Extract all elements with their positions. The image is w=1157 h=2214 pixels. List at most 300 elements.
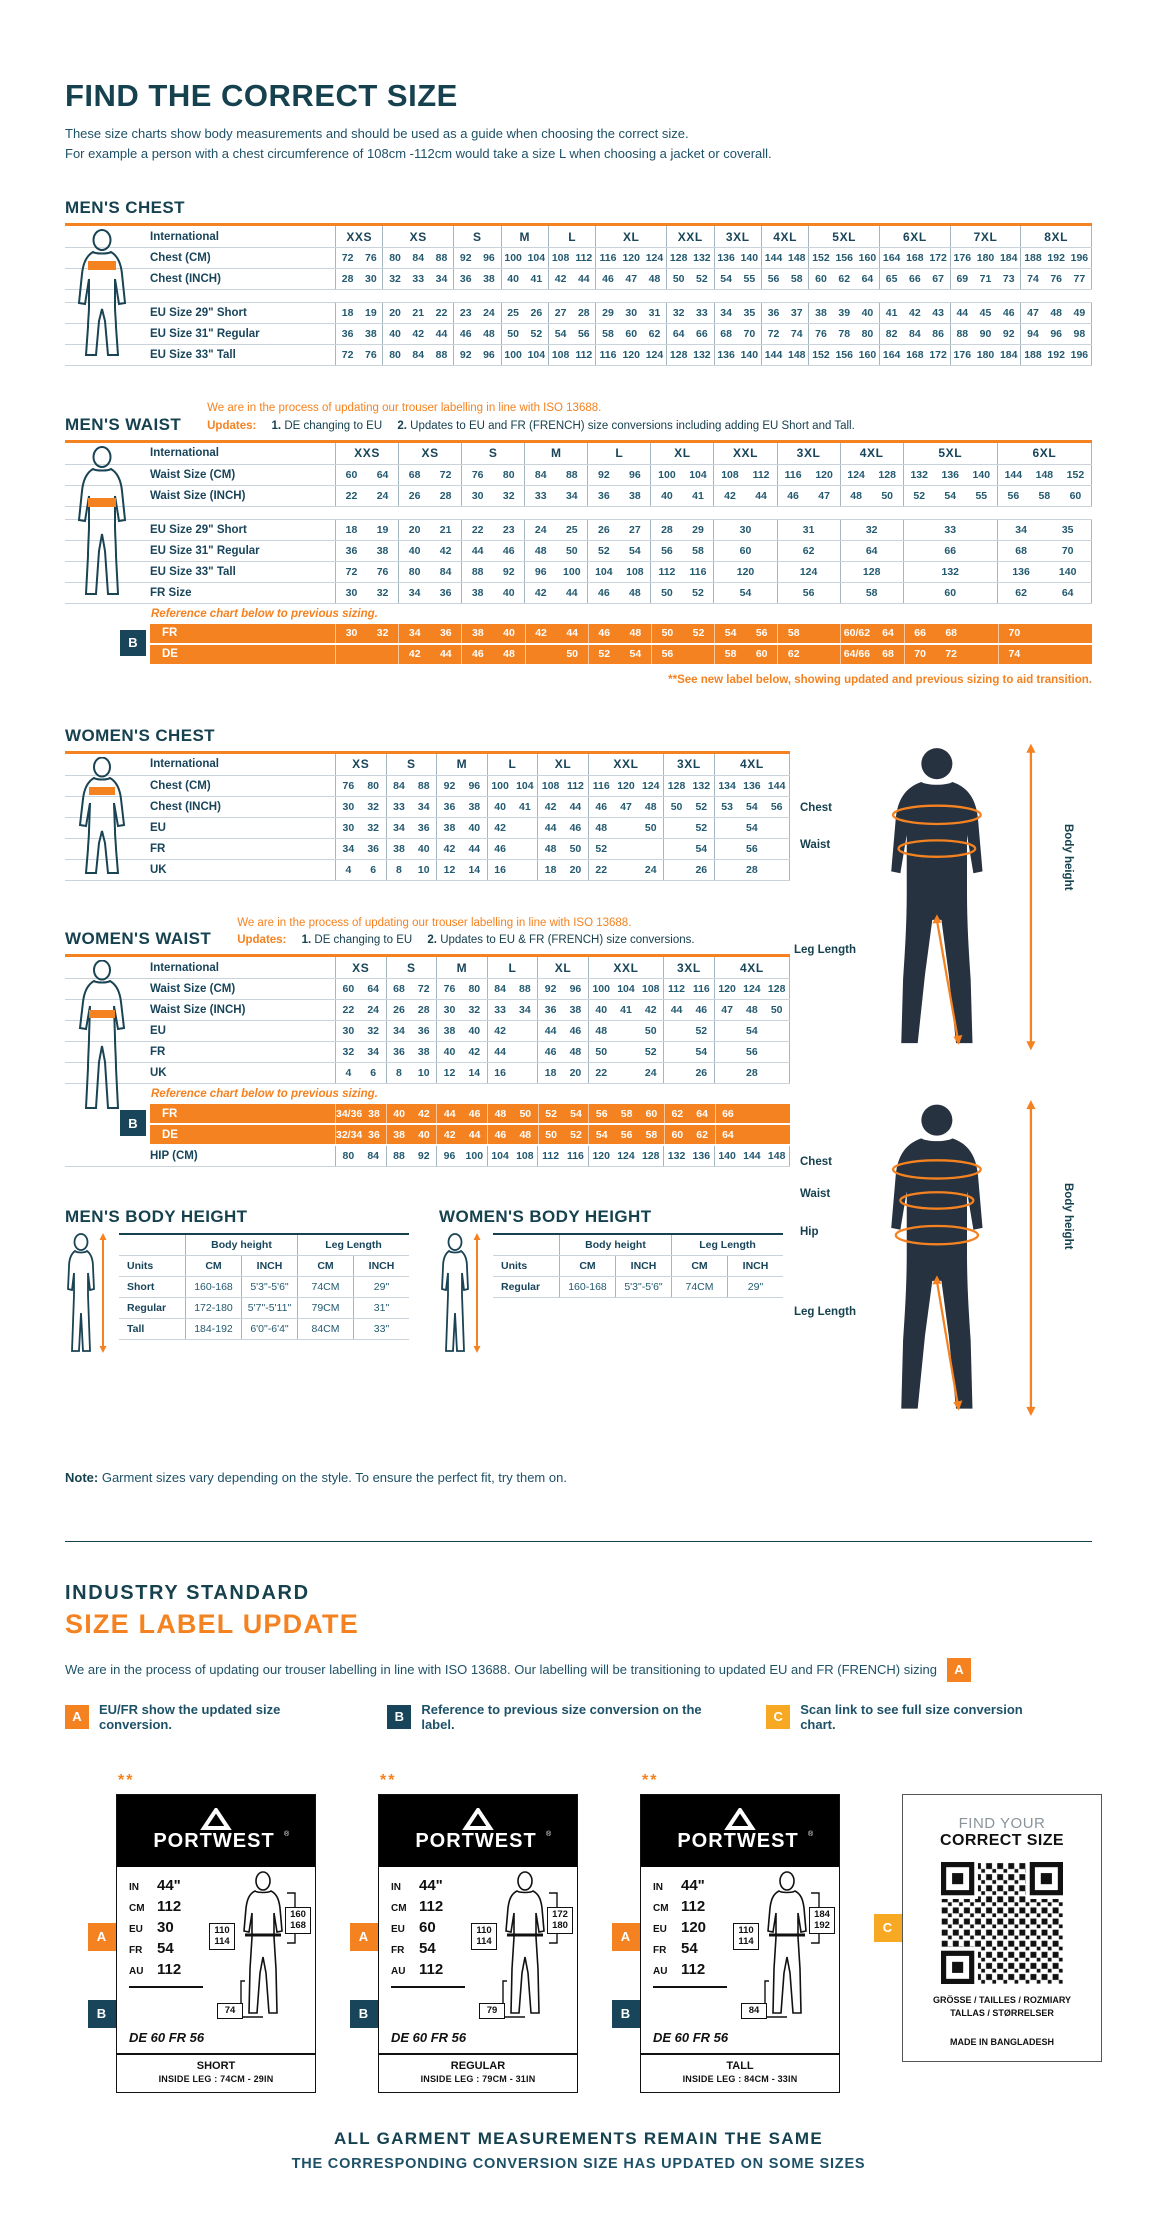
row-label: Waist Size (CM)	[150, 983, 236, 996]
size-column-cell	[537, 860, 588, 880]
size-value: 64/66	[843, 648, 871, 661]
size-value: 40	[417, 842, 430, 855]
size-column-label: M	[519, 229, 531, 244]
row-label: UK	[150, 863, 167, 876]
c-badge: C	[766, 1705, 790, 1729]
waist-measure-box: 110 114	[733, 1923, 759, 1950]
size-column-cell	[840, 541, 903, 561]
size-column-cell	[548, 303, 595, 323]
size-value: 54	[629, 648, 642, 661]
size-column-label: S	[407, 757, 416, 772]
size-value: 8	[396, 863, 402, 876]
size-value: 92	[443, 779, 456, 792]
table-row	[65, 1000, 790, 1021]
size-column-label: XS	[421, 446, 439, 461]
size-label-card-regular	[358, 1771, 578, 2093]
size-value: 86	[932, 328, 944, 341]
size-value: 120	[592, 1150, 610, 1163]
size-value: 38	[569, 1004, 582, 1017]
size-value: 44	[468, 1128, 481, 1141]
size-value: 58	[787, 627, 800, 640]
size-value: 46	[598, 627, 611, 640]
size-value: 26	[597, 523, 610, 536]
section-mens-waist	[65, 400, 1092, 686]
size-value: 62	[838, 273, 851, 286]
size-value: 21	[412, 307, 425, 320]
size-value: 38	[468, 800, 481, 813]
size-value: 41	[519, 800, 531, 813]
size-value: 34	[393, 821, 405, 834]
size-value: 46	[597, 586, 610, 599]
size-value: 100	[563, 565, 581, 578]
size-value: 58	[790, 273, 803, 286]
size-value: 124	[645, 252, 664, 265]
leg-length-label: Leg Length	[794, 1305, 856, 1318]
size-column-cell	[525, 645, 588, 664]
size-value: 46	[468, 1107, 481, 1120]
size-column-cell	[436, 818, 487, 838]
size-value: 32	[672, 307, 685, 320]
size-label-cards	[65, 1772, 1092, 2093]
svg-text:PORTWEST: PORTWEST	[153, 1829, 275, 1852]
chest-label: Chest	[800, 1155, 832, 1168]
size-value: 40	[503, 627, 515, 640]
size-column-cell	[335, 754, 386, 775]
size-value: 36	[368, 1128, 380, 1141]
size-column-cell	[335, 839, 386, 859]
size-column-cell	[588, 1021, 663, 1041]
size-column-cell	[950, 248, 1021, 268]
size-column-cell	[487, 1042, 538, 1062]
size-value: 34	[1015, 523, 1027, 536]
size-value: 38	[393, 1128, 405, 1141]
male-figure-illustration	[841, 732, 1051, 1062]
size-column-label: XXL	[677, 229, 703, 244]
size-value: 38	[364, 328, 377, 341]
size-value: 80	[408, 565, 421, 578]
size-value: 88	[565, 468, 578, 481]
size-column-cell	[524, 443, 587, 464]
size-value: 72	[439, 468, 452, 481]
size-column-cell	[587, 562, 650, 582]
size-value: 112	[566, 779, 584, 792]
size-value: 32	[468, 1004, 481, 1017]
size-value: 136	[692, 1150, 711, 1163]
size-value: 46	[494, 1128, 507, 1141]
size-value: 46	[544, 1046, 557, 1059]
size-value: 40	[494, 800, 506, 813]
size-value: 52	[695, 800, 708, 813]
size-value: 42	[544, 800, 557, 813]
size-column-cell	[436, 1146, 487, 1166]
size-column-cell	[487, 1104, 538, 1123]
size-value: 46	[459, 328, 472, 341]
size-value: 24	[483, 307, 495, 320]
size-column-cell	[950, 324, 1021, 344]
size-value: 42	[439, 544, 452, 557]
size-value: 37	[790, 307, 803, 320]
size-value: 104	[516, 779, 534, 792]
size-value: 28	[439, 489, 452, 502]
size-value: 140	[740, 252, 759, 265]
size-value: 96	[1050, 328, 1063, 341]
size-value: 72	[341, 349, 354, 362]
section-divider	[65, 1541, 1092, 1542]
size-column-cell	[453, 226, 500, 247]
size-value: 60	[944, 586, 957, 599]
size-column-cell	[650, 486, 713, 506]
size-column-label: 4XL	[739, 960, 764, 975]
size-value: 58	[1038, 489, 1051, 502]
size-value: 32	[389, 273, 401, 286]
size-value: 36	[459, 273, 472, 286]
size-column-cell	[487, 957, 538, 978]
size-column-cell	[335, 957, 386, 978]
size-column-cell	[879, 269, 950, 289]
size-column-cell	[588, 839, 663, 859]
size-column-cell	[650, 562, 713, 582]
size-column-cell	[525, 624, 588, 643]
size-value: 56	[661, 648, 674, 661]
size-value: 132	[941, 565, 960, 578]
size-column-label: 5XL	[832, 229, 857, 244]
row-label: EU Size 31" Regular	[150, 328, 260, 341]
size-column-label: 8XL	[1044, 229, 1069, 244]
size-value: 46	[472, 648, 484, 661]
size-value: 64	[722, 1128, 734, 1141]
size-value: 22	[595, 863, 608, 876]
size-column-label: XXS	[354, 446, 380, 461]
size-column-cell	[436, 1042, 487, 1062]
size-column-label: 6XL	[1032, 446, 1057, 461]
size-column-cell	[335, 465, 398, 485]
size-column-cell	[715, 1125, 791, 1144]
size-value: 48	[648, 273, 661, 286]
size-value: 42	[494, 1025, 506, 1038]
table-row: Tall 184-192 6'0"-6'4" 84CM 33"	[119, 1319, 409, 1340]
womens-waist-table	[65, 954, 790, 1167]
group-leg-length: Leg Length	[297, 1235, 409, 1255]
size-value: 184	[999, 349, 1018, 362]
size-value: 14	[468, 1067, 481, 1080]
leg-measure-box: 74	[217, 2003, 243, 2018]
size-value: 42	[724, 489, 736, 502]
mens-waist-table	[65, 440, 1092, 666]
size-value: 196	[1070, 349, 1089, 362]
size-value: 16	[494, 863, 506, 876]
size-value: 52	[692, 586, 704, 599]
size-column-cell	[398, 562, 461, 582]
previous-sizing-line: DE 60 FR 56	[129, 2029, 205, 2045]
size-column-cell	[777, 541, 840, 561]
size-column-cell	[588, 1000, 663, 1020]
size-value: 32	[367, 821, 380, 834]
mens-body-height-table	[119, 1233, 409, 1340]
size-value: 96	[534, 565, 547, 578]
size-value: 26	[695, 1067, 708, 1080]
svg-text:PORTWEST: PORTWEST	[677, 1829, 799, 1852]
height-measure-box: 184 192	[809, 1907, 835, 1934]
height-measure-box: 172 180	[547, 1907, 573, 1934]
size-column-cell	[595, 345, 666, 365]
size-column-label: 4XL	[773, 229, 798, 244]
size-column-cell	[1020, 226, 1092, 247]
size-value: 56	[755, 627, 768, 640]
size-column-cell	[1020, 324, 1092, 344]
size-column-cell	[588, 818, 663, 838]
size-value: 104	[689, 468, 707, 481]
size-column-cell	[487, 797, 538, 817]
size-value: 42	[909, 307, 921, 320]
row-label: Waist Size (INCH)	[150, 489, 246, 502]
size-column-cell	[713, 486, 776, 506]
table-row	[65, 269, 1092, 290]
find-your-size-card	[882, 1794, 1102, 2062]
womens-body-height-heading: WOMEN'S BODY HEIGHT	[439, 1207, 652, 1227]
size-column-cell	[587, 541, 650, 561]
size-value: 24	[644, 863, 657, 876]
size-column-cell	[335, 562, 398, 582]
size-column-cell	[588, 979, 663, 999]
size-column-cell	[714, 957, 790, 978]
size-column-cell	[537, 839, 588, 859]
size-value: 41	[692, 489, 704, 502]
size-column-cell	[382, 269, 453, 289]
size-column-label: XS	[352, 960, 370, 975]
portwest-logo	[641, 1795, 839, 1867]
size-value: 21	[439, 523, 452, 536]
size-value: 36	[544, 1004, 557, 1017]
size-value: 54	[595, 1128, 608, 1141]
size-column-cell	[461, 645, 524, 664]
size-column-cell	[666, 345, 713, 365]
size-column-cell	[714, 797, 790, 817]
size-value: 6	[370, 863, 377, 876]
size-value: 48	[629, 586, 641, 599]
size-value: 40	[408, 544, 421, 557]
womens-chest-figure-icon	[71, 757, 133, 875]
callout-a: A EU/FR show the updated size conversion.	[65, 1702, 343, 1732]
size-column-cell	[761, 303, 808, 323]
size-column-cell	[386, 1146, 437, 1166]
row-label: Waist Size (CM)	[150, 468, 236, 481]
size-value: 40	[393, 1107, 405, 1120]
size-label-update-intro: We are in the process of updating our trouser labelling in line with ISO 13688. Our labelling will be transitioning to updated EU and FR (FRENCH) sizing A	[65, 1658, 1092, 1682]
size-column-cell	[714, 1021, 790, 1041]
size-column-cell	[879, 345, 950, 365]
size-column-label: 6XL	[902, 229, 927, 244]
size-column-cell	[587, 520, 650, 540]
size-value: 88	[417, 779, 430, 792]
size-value: 34	[565, 489, 578, 502]
size-value: 46	[494, 842, 506, 855]
size-value: 30	[739, 523, 752, 536]
size-column-cell	[335, 583, 398, 603]
size-column-cell	[524, 583, 587, 603]
size-value: 76	[471, 468, 484, 481]
size-value: 52	[913, 489, 926, 502]
size-value: 92	[502, 565, 515, 578]
size-value: 52	[695, 821, 708, 834]
size-value: 116	[692, 983, 710, 996]
size-value: 100	[504, 252, 522, 265]
units-row: Units CM INCH CM INCH	[493, 1256, 783, 1277]
size-value: 40	[502, 586, 515, 599]
size-value: 62	[696, 1128, 708, 1141]
size-value: 33	[534, 489, 547, 502]
size-column-cell	[537, 1042, 588, 1062]
size-column-cell	[715, 1104, 791, 1123]
size-value: 76	[815, 328, 827, 341]
row-label: EU	[150, 821, 166, 834]
size-value: 52	[595, 842, 608, 855]
size-value: 19	[376, 523, 389, 536]
table-row	[65, 465, 1092, 486]
closing-line-2: THE CORRESPONDING CONVERSION SIZE HAS UPDATED ON SOME SIZES	[291, 2155, 866, 2172]
size-value: 38	[443, 1025, 456, 1038]
mens-chest-figure-icon	[71, 229, 133, 357]
size-column-label: M	[456, 960, 468, 975]
size-column-cell	[453, 248, 500, 268]
size-column-cell	[386, 957, 437, 978]
size-value: 50	[565, 544, 578, 557]
industry-standard-kicker: INDUSTRY STANDARD	[65, 1581, 310, 1604]
size-value: 66	[944, 544, 957, 557]
size-value: 56	[802, 586, 815, 599]
row-label: EU	[150, 1025, 166, 1038]
size-value: 92	[459, 252, 472, 265]
size-value: 38	[368, 1107, 380, 1120]
size-value: 44	[439, 648, 452, 661]
size-column-cell	[487, 818, 538, 838]
size-value: 66	[909, 273, 921, 286]
a-badge: A	[612, 1923, 640, 1951]
size-value: 58	[724, 648, 737, 661]
size-value: 66	[914, 627, 926, 640]
size-value: 34/36	[336, 1107, 363, 1120]
size-column-cell	[808, 324, 879, 344]
table-gap	[65, 290, 1092, 303]
size-value: 24	[644, 1067, 657, 1080]
size-value: 148	[1035, 468, 1054, 481]
size-value: 32	[367, 1025, 380, 1038]
size-value: 46	[695, 1004, 708, 1017]
size-column-cell	[714, 303, 761, 323]
body-height-row	[65, 1207, 790, 1353]
womens-waist-updates-note: We are in the process of updating our trouser labelling in line with ISO 13688. Updates: 1. DE changing to EU 2. Updates to EU & FR (FRENCH) size conversions.	[237, 916, 695, 947]
size-column-cell	[904, 645, 998, 664]
size-column-cell	[436, 1104, 487, 1123]
table-row	[128, 624, 1092, 651]
size-value: 54	[720, 273, 732, 286]
size-value: 20	[569, 1067, 582, 1080]
qr-code	[941, 1862, 1063, 1984]
b-badge: B	[387, 1705, 411, 1729]
size-value: 42	[412, 328, 425, 341]
table-row	[65, 324, 1092, 345]
size-value: 34	[367, 1046, 380, 1059]
size-column-label: XXL	[613, 757, 639, 772]
size-column-cell	[663, 957, 714, 978]
size-value: 132	[693, 349, 711, 362]
size-value: 48	[595, 1025, 608, 1038]
size-column-cell	[436, 1000, 487, 1020]
size-value: 72	[767, 328, 780, 341]
size-column-cell	[663, 797, 714, 817]
size-value: 23	[502, 523, 515, 536]
size-value: 46	[595, 800, 608, 813]
size-value: 35	[743, 307, 756, 320]
size-value: 48	[850, 489, 862, 502]
size-column-label: L	[615, 446, 624, 461]
lower-area	[65, 726, 1092, 1426]
size-value: 12	[443, 1067, 456, 1080]
size-value: 50	[672, 273, 685, 286]
size-value: 49	[1073, 307, 1086, 320]
size-value: 60	[625, 328, 638, 341]
size-value: 164	[882, 252, 901, 265]
size-value: 144	[1004, 468, 1023, 481]
size-column-cell	[1020, 303, 1092, 323]
size-value: 60	[345, 468, 358, 481]
size-value: 80	[389, 252, 401, 265]
reference-b-badge: B	[120, 1110, 146, 1136]
size-column-cell	[714, 818, 790, 838]
size-value: 132	[693, 252, 711, 265]
size-value: 120	[622, 252, 640, 265]
size-column-label: XXS	[346, 229, 373, 244]
label-fields: IN 44" CM 112 EU 30 FR 54 AU 112	[129, 1877, 203, 1988]
label-fields: IN 44" CM 112 EU 60 FR 54 AU 112	[391, 1877, 465, 1988]
iso-note: We are in the process of updating our trouser labelling in line with ISO 13688.	[207, 402, 602, 415]
size-column-cell	[595, 303, 666, 323]
row-label: International	[150, 758, 220, 771]
size-value: 92	[544, 983, 557, 996]
size-column-cell	[713, 465, 776, 485]
size-value: 48	[569, 1046, 582, 1059]
size-value: 132	[667, 1150, 686, 1163]
size-value: 128	[878, 468, 896, 481]
size-value: 66	[722, 1107, 734, 1120]
size-column-cell	[487, 1146, 538, 1166]
size-value: 80	[468, 983, 481, 996]
size-value: 96	[569, 983, 582, 996]
size-value: 20	[389, 307, 401, 320]
a-badge: A	[65, 1705, 89, 1729]
waist-label: Waist	[800, 1187, 831, 1200]
size-column-cell	[461, 562, 524, 582]
size-column-cell	[501, 303, 548, 323]
group-body-height: Body height	[559, 1235, 671, 1255]
size-column-cell	[588, 624, 651, 643]
size-value: 64	[376, 468, 389, 481]
size-column-cell	[436, 1125, 487, 1144]
size-value: 38	[393, 842, 405, 855]
size-value: 67	[932, 273, 944, 286]
size-value: 50	[670, 800, 683, 813]
size-column-cell	[386, 979, 437, 999]
size-value: 22	[342, 1004, 355, 1017]
size-value: 140	[740, 349, 759, 362]
size-value: 108	[541, 779, 560, 792]
size-value: 92	[459, 349, 472, 362]
size-column-cell	[761, 248, 808, 268]
size-value: 140	[1058, 565, 1077, 578]
size-value: 124	[743, 983, 761, 996]
size-value: 20	[569, 863, 582, 876]
size-value: 136	[1012, 565, 1030, 578]
size-value: 43	[932, 307, 944, 320]
